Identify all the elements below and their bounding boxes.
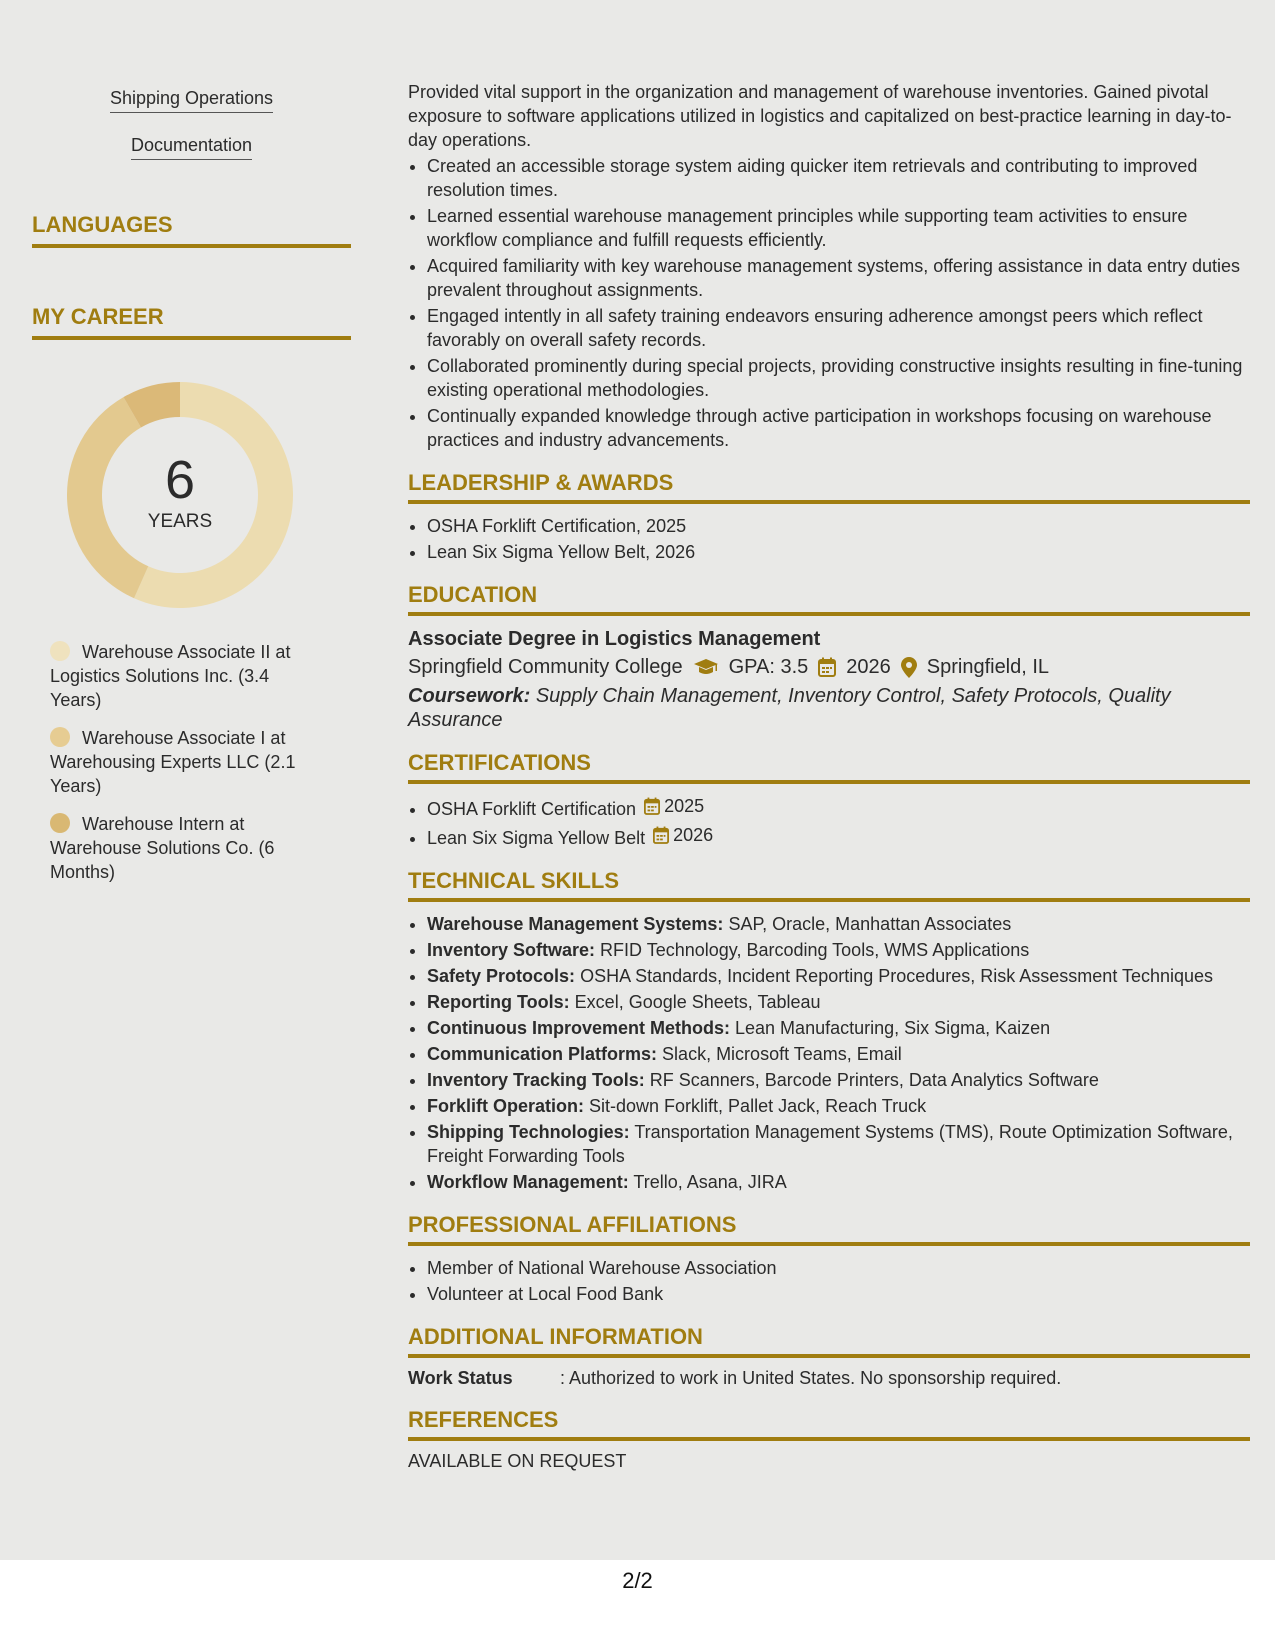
- certification-date: [653, 823, 713, 847]
- donut-years-unit: YEARS: [147, 511, 213, 532]
- certification-item: [427, 823, 1250, 850]
- certification-year: 2025: [664, 796, 705, 816]
- languages-heading: LANGUAGES: [32, 212, 351, 248]
- work-status-row: [408, 1368, 1250, 1389]
- skill-values: Lean Manufacturing, Six Sigma, Kaizen: [735, 1018, 1051, 1038]
- experience-bullet: • Created an accessible storage system aiding quicker item retrievals and contributing to improved resolution times.: [427, 154, 1250, 202]
- coursework-label: Coursework:: [408, 685, 531, 707]
- skill-values: Transportation Management Systems (TMS), Route Optimization Software, Freight Forwarding Tools: [427, 1122, 1233, 1166]
- page-number: 2/2: [622, 1568, 653, 1593]
- experience-bullet: • Learned essential warehouse management principles while supporting team activities to ensure workflow compliance and fulfill requests efficiently.: [427, 204, 1250, 252]
- certification-name: OSHA Forklift Certification: [427, 799, 637, 819]
- additional-info-heading: ADDITIONAL INFORMATION: [408, 1324, 1250, 1358]
- education-coursework: [408, 684, 1250, 732]
- affiliation-item: • Member of National Warehouse Association: [427, 1256, 1250, 1280]
- skill-values: SAP, Oracle, Manhattan Associates: [728, 914, 1012, 934]
- education-degree: Associate Degree in Logistics Management: [408, 628, 821, 650]
- technical-skill-item: [427, 964, 1250, 988]
- career-legend-text: Warehouse Associate II at Logistics Solutions Inc. (3.4 Years): [50, 642, 291, 710]
- technical-skill-item: [427, 1170, 1250, 1194]
- technical-skill-item: [427, 938, 1250, 962]
- skill-tag: Documentation: [131, 135, 252, 160]
- skill-tag: Shipping Operations: [110, 88, 273, 113]
- skill-category: Communication Platforms:: [427, 1044, 658, 1064]
- calendar-icon: [653, 826, 669, 844]
- skill-category: Shipping Technologies:: [427, 1122, 630, 1142]
- location-pin-icon: [901, 657, 917, 678]
- education-heading: EDUCATION: [408, 582, 1250, 616]
- calendar-icon: [818, 657, 836, 677]
- education-gpa: GPA: 3.5: [728, 656, 809, 678]
- career-legend: [50, 640, 320, 884]
- affiliations-heading: PROFESSIONAL AFFILIATIONS: [408, 1212, 1250, 1246]
- donut-years-number: 6: [164, 450, 196, 510]
- certification-date: [644, 794, 704, 818]
- coursework-text: Supply Chain Management, Inventory Control, Safety Protocols, Quality Assurance: [408, 685, 1171, 731]
- education-location: Springfield, IL: [926, 656, 1050, 678]
- certification-item: [427, 794, 1250, 821]
- calendar-icon: [644, 797, 660, 815]
- skill-values: RF Scanners, Barcode Printers, Data Analytics Software: [649, 1070, 1099, 1090]
- technical-skill-item: [427, 990, 1250, 1014]
- work-status-label: Work Status: [408, 1368, 513, 1388]
- career-heading: MY CAREER: [32, 304, 351, 340]
- technical-skill-item: [427, 912, 1250, 936]
- leadership-list: [408, 514, 1250, 564]
- references-heading: REFERENCES: [408, 1407, 1250, 1441]
- skill-category: Workflow Management:: [427, 1172, 629, 1192]
- technical-skill-item: [427, 1120, 1250, 1168]
- career-legend-text: Warehouse Intern at Warehouse Solutions Co. (6 Months): [50, 814, 275, 882]
- affiliation-item: • Volunteer at Local Food Bank: [427, 1282, 1250, 1306]
- skill-category: Forklift Operation:: [427, 1096, 584, 1116]
- leadership-item: • OSHA Forklift Certification, 2025: [427, 514, 1250, 538]
- technical-skills-list: [408, 912, 1250, 1194]
- technical-skills-heading: TECHNICAL SKILLS: [408, 868, 1250, 902]
- experience-bullet: • Acquired familiarity with key warehouse management systems, offering assistance in data entry duties prevalent throughout assignments.: [427, 254, 1250, 302]
- legend-dot: [50, 641, 70, 661]
- skill-values: Excel, Google Sheets, Tableau: [574, 992, 821, 1012]
- right-column: [408, 80, 1250, 1472]
- skill-category: Reporting Tools:: [427, 992, 570, 1012]
- career-legend-item: [50, 726, 320, 798]
- skill-category: Continuous Improvement Methods:: [427, 1018, 730, 1038]
- skill-values: Slack, Microsoft Teams, Email: [662, 1044, 902, 1064]
- experience-summary: Provided vital support in the organization and management of warehouse inventories. Gained pivotal exposure to software applications utilized in logistics and capitalized on best-practice learning in day-to-day operations.: [408, 82, 1232, 150]
- references-text: AVAILABLE ON REQUEST: [408, 1451, 627, 1471]
- career-legend-text: Warehouse Associate I at Warehousing Experts LLC (2.1 Years): [50, 728, 296, 796]
- experience-bullet: • Collaborated prominently during special projects, providing constructive insights resulting in fine-tuning existing operational methodologies.: [427, 354, 1250, 402]
- leadership-heading: LEADERSHIP & AWARDS: [408, 470, 1250, 504]
- technical-skill-item: [427, 1094, 1250, 1118]
- certifications-list: [408, 794, 1250, 850]
- skill-category: Inventory Software:: [427, 940, 596, 960]
- education-school: Springfield Community College: [408, 656, 683, 678]
- technical-skill-item: [427, 1068, 1250, 1092]
- skill-category: Warehouse Management Systems:: [427, 914, 724, 934]
- skill-category: Safety Protocols:: [427, 966, 576, 986]
- technical-skill-item: [427, 1016, 1250, 1040]
- certifications-heading: CERTIFICATIONS: [408, 750, 1250, 784]
- career-donut-chart: [67, 382, 293, 608]
- career-legend-item: [50, 640, 320, 712]
- left-column: [32, 0, 351, 898]
- skill-category: Inventory Tracking Tools:: [427, 1070, 645, 1090]
- skill-values: Trello, Asana, JIRA: [633, 1172, 787, 1192]
- affiliations-list: [408, 1256, 1250, 1306]
- skill-values: OSHA Standards, Incident Reporting Procedures, Risk Assessment Techniques: [580, 966, 1214, 986]
- certification-name: Lean Six Sigma Yellow Belt: [427, 828, 646, 848]
- donut-center: [67, 382, 293, 608]
- experience-bullet: • Continually expanded knowledge through active participation in workshops focusing on warehouse practices and industry advancements.: [427, 404, 1250, 452]
- experience-bullets: [408, 154, 1250, 452]
- education-details: [408, 652, 1250, 682]
- technical-skill-item: [427, 1042, 1250, 1066]
- certification-year: 2026: [673, 825, 714, 845]
- experience-bullet: • Engaged intently in all safety training endeavors ensuring adherence amongst peers which reflect favorably on overall safety records.: [427, 304, 1250, 352]
- legend-dot: [50, 813, 70, 833]
- legend-dot: [50, 727, 70, 747]
- work-status-value: : Authorized to work in United States. No sponsorship required.: [560, 1368, 1062, 1388]
- leadership-item: • Lean Six Sigma Yellow Belt, 2026: [427, 540, 1250, 564]
- skill-values: RFID Technology, Barcoding Tools, WMS Applications: [600, 940, 1030, 960]
- education-year: 2026: [846, 656, 891, 678]
- career-legend-item: [50, 812, 320, 884]
- graduation-cap-icon: [693, 658, 719, 676]
- skill-values: Sit-down Forklift, Pallet Jack, Reach Truck: [589, 1096, 927, 1116]
